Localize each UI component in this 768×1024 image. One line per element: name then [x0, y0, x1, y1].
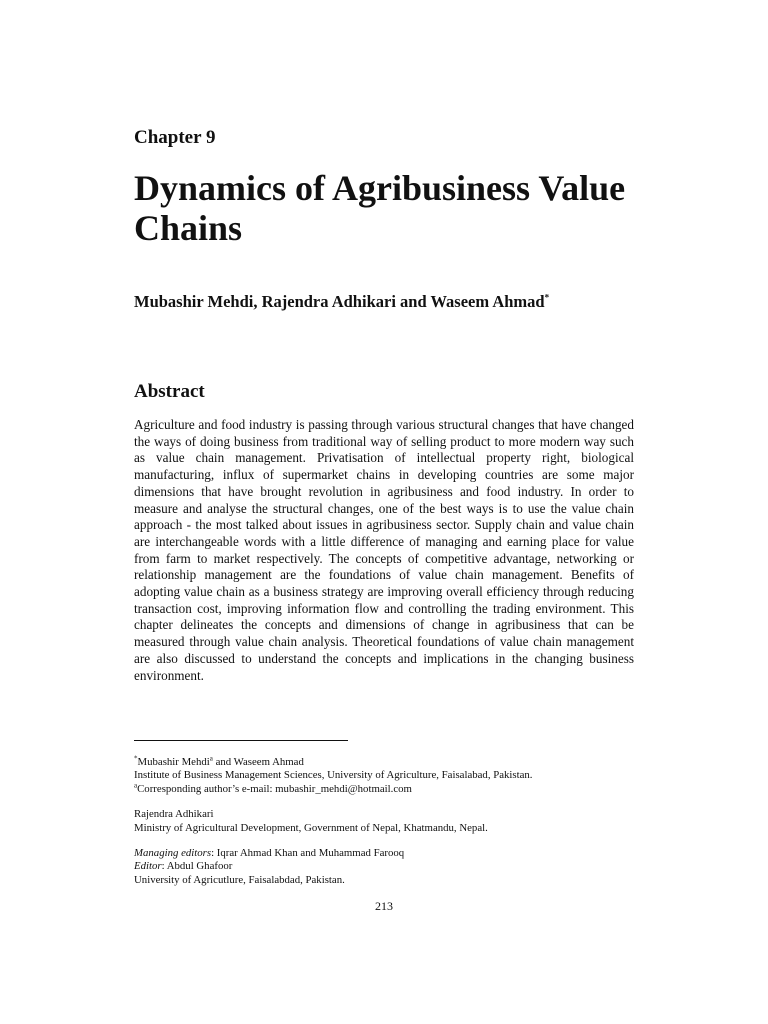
footnote-author-a: Mubashir Mehdi	[137, 756, 210, 768]
footnote-marker: *	[134, 754, 138, 763]
footnote-author-2: Rajendra Adhikari	[134, 808, 214, 821]
document-page	[134, 0, 634, 1024]
abstract-text: Agriculture and food industry is passing through various structural changes that have changed the ways of doing business from traditional way of selling product to more modern way such as value chain management. Privatisation of intellectual property right, biological manufacturing, influx of supermarket chains in developing countries are some major dimensions that have brought revolution in agribusiness and food industry. In order to measure and analyse the structural changes, one of the best ways is to use the value chain approach - the most talked about issues in agribusiness sector. Supply chain and value chain are interchangeable words with a little difference of managing and earning place for value from farm to market respectively. The concepts of competitive advantage, networking or relationship management are the foundations of value chain management. Benefits of adopting value chain as a business strategy are improving overall efficiency through reducing transaction cost, improving information flow and controlling the trading environment. This chapter delineates the concepts and dimensions of change in agribusiness that can be measured through value chain analysis. Theoretical foundations of value chain management are also discussed to understand the concepts and implications in the changing business environment.	[134, 417, 634, 683]
footnote-divider	[134, 740, 348, 741]
footnote-author-b: and Waseem Ahmad	[212, 756, 304, 768]
editor-name: : Abdul Ghafoor	[161, 860, 233, 873]
corresponding-email: Corresponding author’s e-mail: mubashir_mehdi@hotmail.com	[137, 782, 412, 795]
abstract-heading: Abstract	[134, 381, 205, 402]
page-number: 213	[375, 899, 393, 913]
managing-editors-label: Managing editors	[134, 847, 212, 860]
footnote-authors-line	[134, 756, 634, 769]
managing-editors-names: : Iqrar Ahmad Khan and Muhammad Farooq	[211, 847, 405, 860]
footnote-institute-1: Institute of Business Management Sciences, University of Agriculture, Faisalabad, Pakistan.	[134, 769, 533, 782]
footnote-email-line	[134, 783, 634, 796]
email-marker: a	[134, 781, 138, 790]
footnotes	[134, 756, 634, 887]
corresponding-marker: a	[209, 754, 213, 763]
editor-line	[134, 860, 634, 873]
author-footnote-marker: *	[544, 292, 550, 303]
editors-university: University of Agricutlure, Faisalabdad, Pakistan.	[134, 873, 345, 886]
footnote-institute-2: Ministry of Agricultural Development, Government of Nepal, Khatmandu, Nepal.	[134, 821, 488, 834]
chapter-title: Dynamics of Agribusiness Value Chains	[134, 168, 626, 248]
editor-label: Editor	[134, 860, 162, 873]
chapter-label: Chapter 9	[134, 127, 216, 148]
author-line	[134, 292, 549, 312]
author-names: Mubashir Mehdi, Rajendra Adhikari and Waseem Ahmad	[134, 292, 545, 311]
managing-editors-line	[134, 847, 634, 860]
